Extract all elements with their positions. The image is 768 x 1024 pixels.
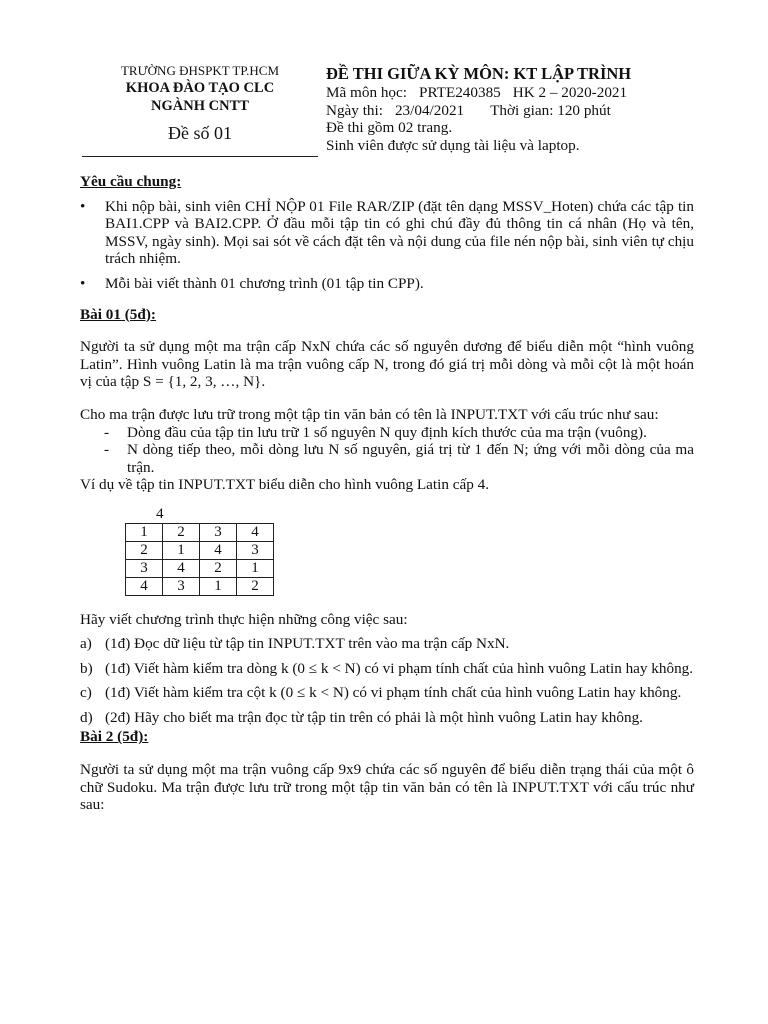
table-cell: 3 <box>126 559 163 577</box>
materials-note: Sinh viên được sử dụng tài liệu và laptop. <box>326 136 580 154</box>
table-cell: 1 <box>163 541 200 559</box>
major-name: NGÀNH CNTT <box>151 98 249 114</box>
table-row <box>126 577 274 595</box>
bai1-tasks <box>80 635 694 726</box>
table-cell: 4 <box>126 577 163 595</box>
date-row <box>326 102 706 120</box>
bai2-heading: Bài 2 (5đ): <box>80 728 149 746</box>
general-bullets <box>80 198 694 293</box>
list-item: - N dòng tiếp theo, mỗi dòng lưu N số nguyên, giá trị từ 1 đến N; ứng với mỗi dòng của ma trận. <box>104 441 694 476</box>
list-item: - Dòng đầu của tập tin lưu trữ 1 số nguyên N quy định kích thước của ma trận (vuông). <box>104 423 647 441</box>
table-row <box>126 559 274 577</box>
bullet-icon: • <box>80 197 86 215</box>
table-cell: 4 <box>200 541 237 559</box>
bullet-icon: • <box>80 274 86 292</box>
course-code: PRTE240385 <box>419 84 501 101</box>
table-cell: 2 <box>126 541 163 559</box>
table-cell: 4 <box>237 523 274 541</box>
bai1-task-intro: Hãy viết chương trình thực hiện những công việc sau: <box>80 610 408 628</box>
latin-square-table <box>125 523 274 596</box>
table-cell: 3 <box>200 523 237 541</box>
general-heading: Yêu cầu chung: <box>80 173 182 190</box>
bai1-paragraph-1: Người ta sử dụng một ma trận cấp NxN chứa các số nguyên dương để biểu diễn một “hình vuông Latin”. Hình vuông Latin là ma trận vuông cấp N, trong đó giá trị mỗi dòng và mỗi cột là một hoán vị của tập S = {1, 2, 3, …, N}. <box>80 338 694 391</box>
date-label: Ngày thi: <box>326 101 383 119</box>
list-item: • Khi nộp bài, sinh viên CHỈ NỘP 01 File RAR/ZIP (đặt tên dạng MSSV_Hoten) chứa các tập tin BAI1.CPP và BAI2.CPP. Ở đầu mỗi tập tin có ghi chú đầy đủ thông tin cá nhân (Họ và tên, MSSV, ngày sinh). Mọi sai sót về cách đặt tên và nội dung của file nén nộp bài, sinh viên tự chịu trách nhiệm. <box>80 197 694 268</box>
matrix-size: 4 <box>156 504 164 522</box>
bai1-example-caption: Ví dụ về tập tin INPUT.TXT biểu diễn cho hình vuông Latin cấp 4. <box>80 476 490 494</box>
header-right <box>326 64 706 154</box>
table-cell: 1 <box>126 523 163 541</box>
latin-square-example <box>125 505 694 596</box>
list-item: b) (1đ) Viết hàm kiểm tra dòng k (0 ≤ k < N) có vi phạm tính chất của hình vuông Latin hay không. <box>80 659 694 677</box>
table-cell: 2 <box>200 559 237 577</box>
exam-duration: Thời gian: 120 phút <box>490 101 611 119</box>
school-name: TRƯỜNG ĐHSPKT TP.HCM <box>120 63 280 78</box>
table-cell: 3 <box>237 541 274 559</box>
exam-date: 23/04/2021 <box>394 101 465 119</box>
exam-number: Đề số 01 <box>168 123 232 143</box>
table-cell: 3 <box>163 577 200 595</box>
table-cell: 2 <box>163 523 200 541</box>
table-cell: 2 <box>237 577 274 595</box>
bai1-heading: Bài 01 (5đ): <box>80 305 156 323</box>
faculty-name: KHOA ĐÀO TẠO CLC <box>125 80 275 96</box>
list-item: d) (2đ) Hãy cho biết ma trận đọc từ tập tin trên có phải là một hình vuông Latin hay không. <box>80 708 643 726</box>
course-code-label: Mã môn học: <box>326 84 407 101</box>
exam-title: ĐỀ THI GIỮA KỲ MÔN: KT LẬP TRÌNH <box>326 64 632 83</box>
table-row <box>126 541 274 559</box>
semester: HK 2 – 2020-2021 <box>512 84 628 101</box>
table-cell: 4 <box>163 559 200 577</box>
course-row <box>326 84 706 102</box>
list-item: • Mỗi bài viết thành 01 chương trình (01 tập tin CPP). <box>80 274 424 292</box>
bai1-format-list <box>80 424 694 477</box>
header-left <box>82 63 318 144</box>
list-item: c) (1đ) Viết hàm kiểm tra cột k (0 ≤ k < N) có vi phạm tính chất của hình vuông Latin hay không. <box>80 684 682 702</box>
table-cell: 1 <box>237 559 274 577</box>
header-divider <box>82 156 318 157</box>
exam-body <box>80 173 694 814</box>
bai2-paragraph-1: Người ta sử dụng một ma trận vuông cấp 9x9 chứa các số nguyên để biểu diễn trạng thái của một ô chữ Sudoku. Ma trận được lưu trữ trong một tập tin văn bản có tên là INPUT.TXT với cấu trúc như sau: <box>80 761 694 814</box>
list-item: a) (1đ) Đọc dữ liệu từ tập tin INPUT.TXT trên vào ma trận cấp NxN. <box>80 635 510 653</box>
table-row <box>126 523 274 541</box>
bai1-paragraph-2: Cho ma trận được lưu trữ trong một tập tin văn bản có tên là INPUT.TXT với cấu trúc như sau: <box>80 405 659 423</box>
table-cell: 1 <box>200 577 237 595</box>
page-count: Đề thi gồm 02 trang. <box>326 119 453 137</box>
